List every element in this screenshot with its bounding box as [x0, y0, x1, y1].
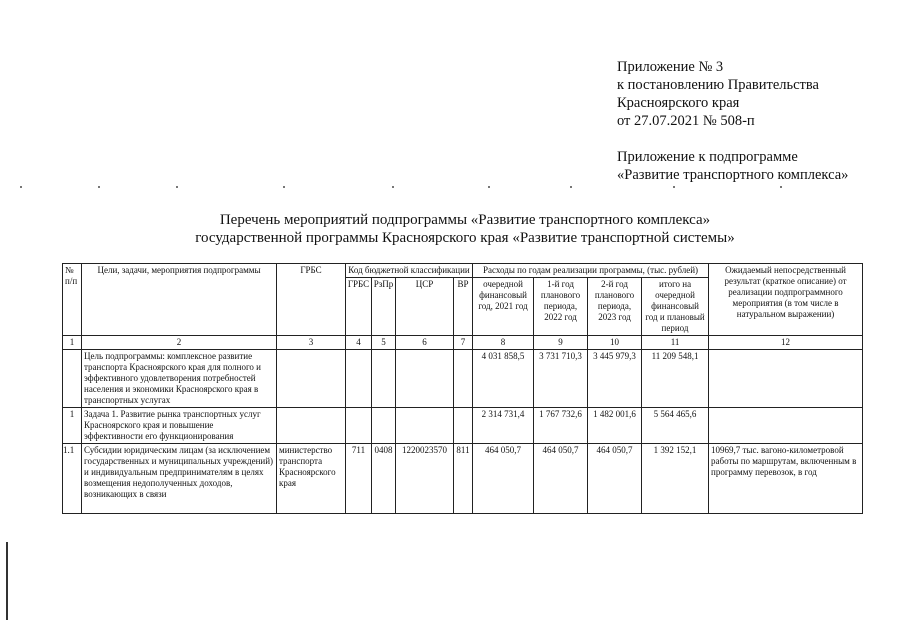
subheader-rzpr: РзПр — [372, 278, 396, 336]
row-num — [63, 350, 82, 408]
row-y2023: 3 445 979,3 — [588, 350, 642, 408]
column-number: 9 — [534, 336, 588, 350]
title-line-1: Перечень мероприятий подпрограммы «Развитие транспортного комплекса» — [219, 212, 711, 228]
header-result: Ожидаемый непосредственный результат (краткое описание) от реализации подпрограммного мероприятия (в том числе в натуральном выражении) — [709, 264, 863, 336]
row-y2021: 4 031 858,5 — [473, 350, 534, 408]
subheader-y2021: очередной финансовый год, 2021 год — [473, 278, 534, 336]
row-rzpr: 0408 — [372, 444, 396, 514]
scan-dot — [488, 186, 490, 188]
header-grbs: ГРБС — [277, 264, 346, 336]
spacer — [617, 130, 848, 148]
scan-margin-line — [6, 542, 8, 620]
row-name: Цель подпрограммы: комплексное развитие транспорта Красноярского края для полного и эффективного удовлетворения потребностей населения и экономики Красноярского края в транспортных услугах — [82, 350, 277, 408]
row-name: Субсидии юридическим лицам (за исключением государственных и муниципальных учреждений) и индивидуальным предпринимателям в целях возмещения недополученных доходов, возникающих в связи — [82, 444, 277, 514]
row-csr: 1220023570 — [396, 444, 454, 514]
row-num: 1 — [63, 408, 82, 444]
subheader-y2022: 1-й год планового периода, 2022 год — [534, 278, 588, 336]
header-num: № п/п — [63, 264, 82, 336]
row-y2023: 464 050,7 — [588, 444, 642, 514]
row-rzpr — [372, 408, 396, 444]
header-budget-code: Код бюджетной классификации — [346, 264, 473, 278]
column-number: 8 — [473, 336, 534, 350]
column-number: 4 — [346, 336, 372, 350]
appendix-line: к постановлению Правительства — [617, 77, 819, 93]
row-csr — [396, 350, 454, 408]
measures-table — [62, 263, 863, 514]
row-vr — [454, 350, 473, 408]
row-vr: 811 — [454, 444, 473, 514]
table-row — [63, 350, 863, 408]
row-y2021: 2 314 731,4 — [473, 408, 534, 444]
header-row — [63, 264, 863, 278]
column-number: 3 — [277, 336, 346, 350]
column-number: 7 — [454, 336, 473, 350]
scan-dots — [0, 186, 902, 190]
appendix-line: Приложение к подпрограмме — [617, 149, 798, 165]
scan-dot — [283, 186, 285, 188]
row-name: Задача 1. Развитие рынка транспортных услуг Красноярского края и повышение эффективности его функционирования — [82, 408, 277, 444]
appendix-line: от 27.07.2021 № 508-п — [617, 113, 755, 129]
row-rzpr — [372, 350, 396, 408]
row-y2021: 464 050,7 — [473, 444, 534, 514]
appendix-block — [617, 58, 848, 184]
row-csr — [396, 408, 454, 444]
column-number: 2 — [82, 336, 277, 350]
row-result — [709, 350, 863, 408]
row-result — [709, 408, 863, 444]
row-code-grbs — [346, 408, 372, 444]
subheader-y2023: 2-й год планового периода, 2023 год — [588, 278, 642, 336]
row-grbs — [277, 350, 346, 408]
header-expenses: Расходы по годам реализации программы, (тыс. рублей) — [473, 264, 709, 278]
row-grbs: министерство транспорта Красноярского края — [277, 444, 346, 514]
row-result: 10969,7 тыс. вагоно-километровой работы по маршрутам, включенным в программу перевозок, в год — [709, 444, 863, 514]
scan-dot — [780, 186, 782, 188]
scan-dot — [98, 186, 100, 188]
row-total: 11 209 548,1 — [642, 350, 709, 408]
table-row — [63, 444, 863, 514]
row-y2022: 464 050,7 — [534, 444, 588, 514]
scan-dot — [673, 186, 675, 188]
row-total: 5 564 465,6 — [642, 408, 709, 444]
scan-dot — [20, 186, 22, 188]
title-line-2: государственной программы Красноярского края «Развитие транспортной системы» — [195, 230, 735, 246]
subheader-csr: ЦСР — [396, 278, 454, 336]
row-y2023: 1 482 001,6 — [588, 408, 642, 444]
column-number: 10 — [588, 336, 642, 350]
appendix-line: «Развитие транспортного комплекса» — [617, 167, 849, 183]
row-num: 1.1 — [63, 444, 82, 514]
column-number: 5 — [372, 336, 396, 350]
appendix-line: Красноярского края — [617, 95, 740, 111]
column-number: 11 — [642, 336, 709, 350]
scan-dot — [176, 186, 178, 188]
subheader-vr: ВР — [454, 278, 473, 336]
row-y2022: 1 767 732,6 — [534, 408, 588, 444]
column-number: 12 — [709, 336, 863, 350]
subheader-total: итого на очередной финансовый год и плановый период — [642, 278, 709, 336]
table-row — [63, 408, 863, 444]
subheader-grbs: ГРБС — [346, 278, 372, 336]
header-goals: Цели, задачи, мероприятия подпрограммы — [82, 264, 277, 336]
column-number: 6 — [396, 336, 454, 350]
row-vr — [454, 408, 473, 444]
scan-dot — [570, 186, 572, 188]
document-title — [0, 211, 902, 247]
scan-dot — [392, 186, 394, 188]
column-number: 1 — [63, 336, 82, 350]
row-code-grbs: 711 — [346, 444, 372, 514]
appendix-line: Приложение № 3 — [617, 59, 724, 75]
row-grbs — [277, 408, 346, 444]
row-total: 1 392 152,1 — [642, 444, 709, 514]
row-code-grbs — [346, 350, 372, 408]
column-number-row — [63, 336, 863, 350]
row-y2022: 3 731 710,3 — [534, 350, 588, 408]
